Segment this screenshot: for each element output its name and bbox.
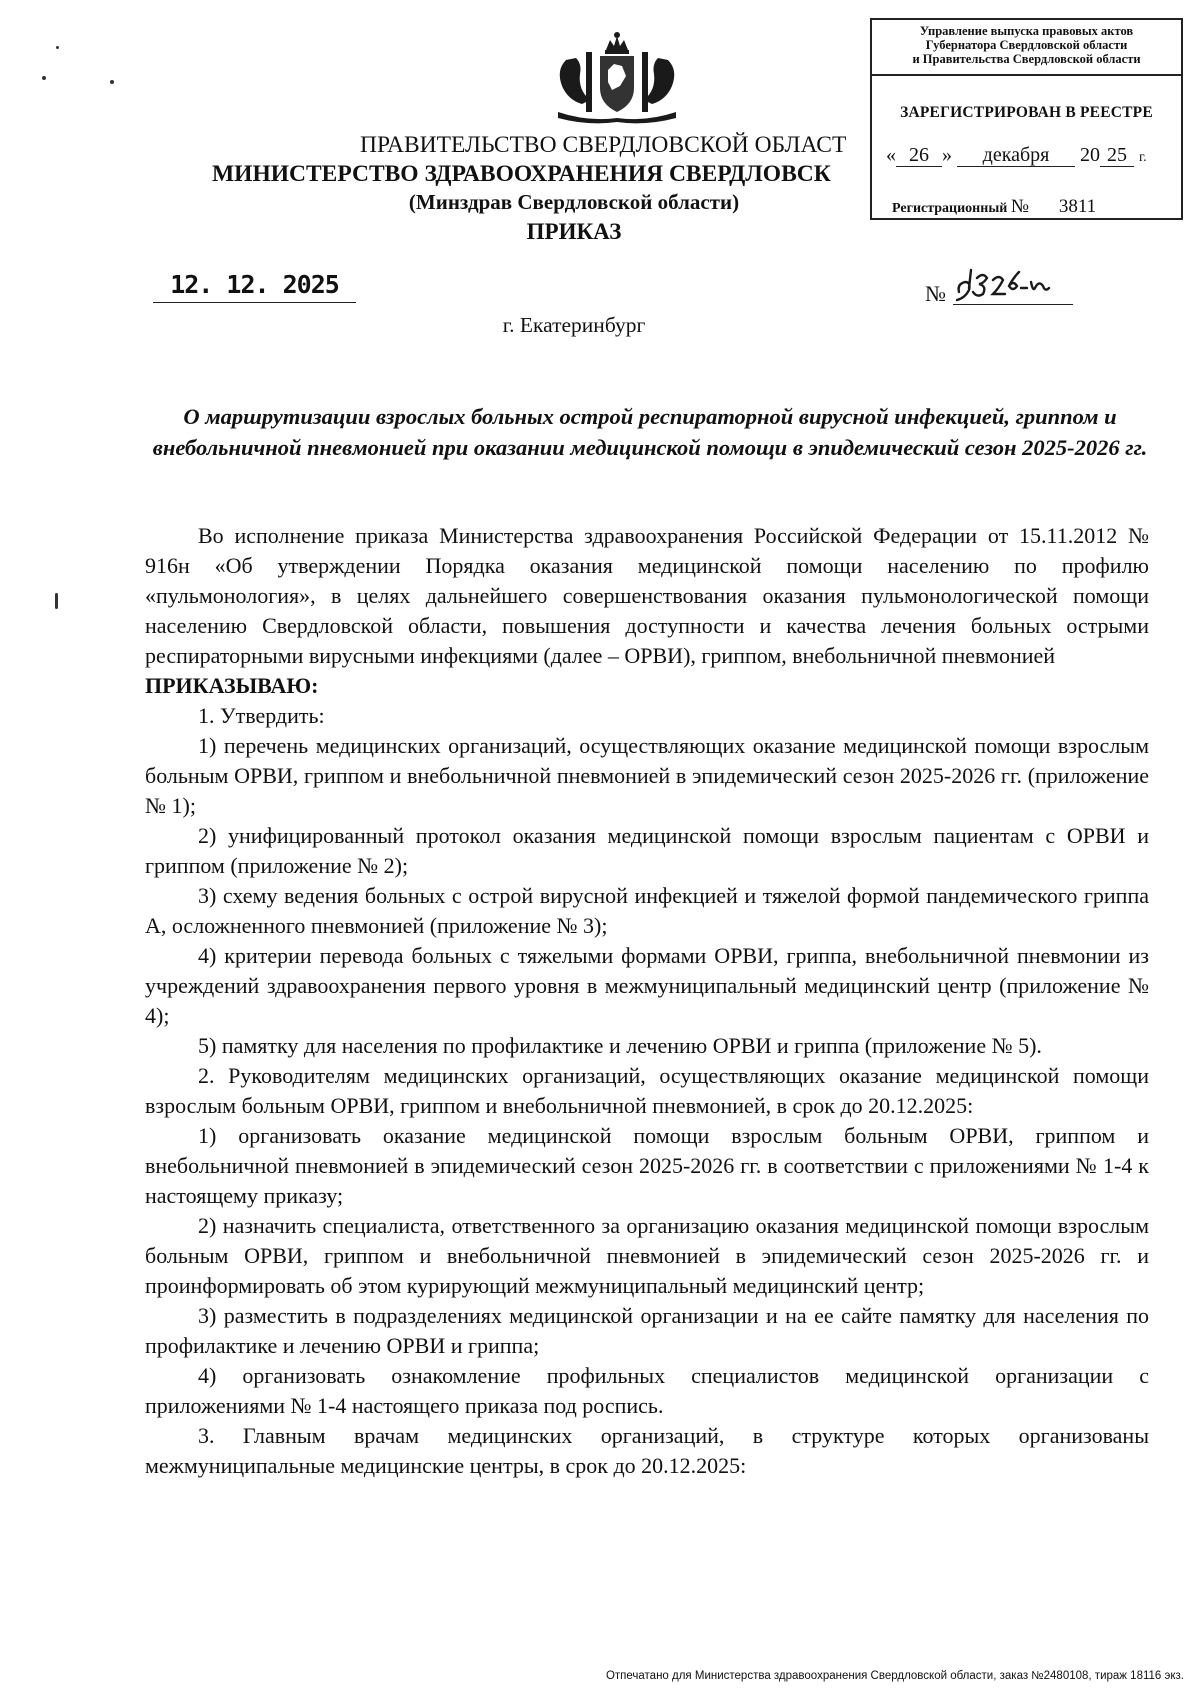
stamp-org-line: Губернатора Свердловской области <box>925 38 1128 52</box>
order-number-handwritten <box>953 258 1073 305</box>
item-3: 3. Главным врачам медицинских организаций, в структуре которых организованы межмуниципальные медицинские центры, в срок до 20.12.2025: <box>145 1423 1149 1478</box>
scan-speck <box>110 80 114 84</box>
scan-speck <box>56 46 59 49</box>
stamp-year-unit: г. <box>1139 150 1147 165</box>
stamp-reg-number: 3811 <box>1032 196 1122 219</box>
document-type: ПРИКАЗ <box>526 219 622 244</box>
stamp-org-line: Управление выпуска правовых актов <box>919 24 1134 38</box>
order-city: г. Екатеринбург <box>502 313 646 337</box>
item-2-1: 1) организовать оказание медицинской помощи взрослым больным ОРВИ, гриппом и внебольничной пневмонией в эпидемический сезон 2025-2026 гг. в соответствии с приложениями № 1-4 к настоящему приказу; <box>145 1123 1149 1208</box>
document-body <box>145 521 1149 1481</box>
order-word: ПРИКАЗЫВАЮ: <box>145 673 319 698</box>
item-1-3: 3) схему ведения больных с острой вирусной инфекцией и тяжелой формой пандемического гриппа А, осложненного пневмонией (приложение № 3); <box>145 883 1149 938</box>
stamp-reg-label: Регистрационный <box>892 201 1008 216</box>
stamp-registered-title: ЗАРЕГИСТРИРОВАН В РЕЕСТРЕ <box>900 104 1153 121</box>
ministry-heading: МИНИСТЕРСТВО ЗДРАВООХРАНЕНИЯ СВЕРДЛОВСК <box>212 161 831 187</box>
stamp-org-line: и Правительства Свердловской области <box>912 52 1141 66</box>
stamp-organization <box>872 24 1181 66</box>
item-1-5: 5) памятку для населения по профилактике и лечению ОРВИ и гриппа (приложение № 5). <box>198 1033 1042 1058</box>
stamp-month: декабря <box>957 144 1075 167</box>
document-title: О маршрутизации взрослых больных острой респираторной вирусной инфекцией, гриппом и внебольничной пневмонией при оказании медицинской помощи в эпидемический сезон 2025-2026 гг. <box>152 404 1148 460</box>
item-2: 2. Руководителям медицинских организаций, осуществляющих оказание медицинской помощи взрослым больным ОРВИ, гриппом и внебольничной пневмонией, в срок до 20.12.2025: <box>145 1063 1149 1118</box>
print-footer: Отпечатано для Министерства здравоохранения Свердловской области, заказ №2480108, тираж 18116 экз. <box>605 1670 1184 1682</box>
ministry-short-name: (Минздрав Свердловской области) <box>408 190 740 214</box>
item-2-3: 3) разместить в подразделениях медицинской организации и на ее сайте памятку для населения по профилактике и лечению ОРВИ и гриппа; <box>145 1303 1149 1358</box>
stamp-date: « 26 » декабря 20 25 г. <box>886 144 1147 166</box>
item-1-2: 2) унифицированный протокол оказания медицинской помощи взрослым пациентам с ОРВИ и гриппом (приложение № 2); <box>145 823 1149 878</box>
coat-of-arms-emblem <box>548 30 686 126</box>
item-1: 1. Утвердить: <box>198 703 325 728</box>
order-date: 12. 12. 2025 <box>153 268 356 303</box>
stamp-divider <box>872 74 1181 76</box>
stamp-no-sign: № <box>1010 196 1029 217</box>
item-1-4: 4) критерии перевода больных с тяжелыми формами ОРВИ, гриппа, внебольничной пневмонии из учреждений здравоохранения первого уровня в межмуниципальный медицинский центр (приложение № 4); <box>145 943 1149 1028</box>
scan-speck <box>55 593 58 609</box>
stamp-year-suffix: 25 <box>1100 144 1134 167</box>
item-1-1: 1) перечень медицинских организаций, осуществляющих оказание медицинской помощи взрослым больным ОРВИ, гриппом и внебольничной пневмонией в эпидемический сезон 2025-2026 гг. (приложение № 1); <box>145 733 1149 818</box>
order-number-label: № <box>925 281 946 306</box>
government-heading: ПРАВИТЕЛЬСТВО СВЕРДЛОВСКОЙ ОБЛАСТ <box>360 132 847 158</box>
scan-speck <box>42 76 46 80</box>
handwritten-number-signature <box>953 258 1073 304</box>
preamble-paragraph: Во исполнение приказа Министерства здравоохранения Российской Федерации от 15.11.2012 № 916н «Об утверждении Порядка оказания медицинской помощи населению по профилю «пульмонология», в целях дальнейшего совершенствования оказания пульмонологической помощи населению Свердловской области, повышения доступности и качества лечения больных острыми респираторными вирусными инфекциями (далее – ОРВИ), гриппом, внебольничной пневмонией <box>145 523 1149 668</box>
stamp-day: 26 <box>896 144 942 167</box>
item-2-4: 4) организовать ознакомление профильных специалистов медицинской организации с приложениями № 1-4 настоящего приказа под роспись. <box>145 1363 1149 1418</box>
stamp-year-prefix: 20 <box>1080 144 1100 166</box>
item-2-2: 2) назначить специалиста, ответственного за организацию оказания медицинской помощи взрослым больным ОРВИ, гриппом и внебольничной пневмонией в эпидемический сезон 2025-2026 гг. и проинформировать об этом курирующий межмуниципальный медицинский центр; <box>145 1213 1149 1298</box>
